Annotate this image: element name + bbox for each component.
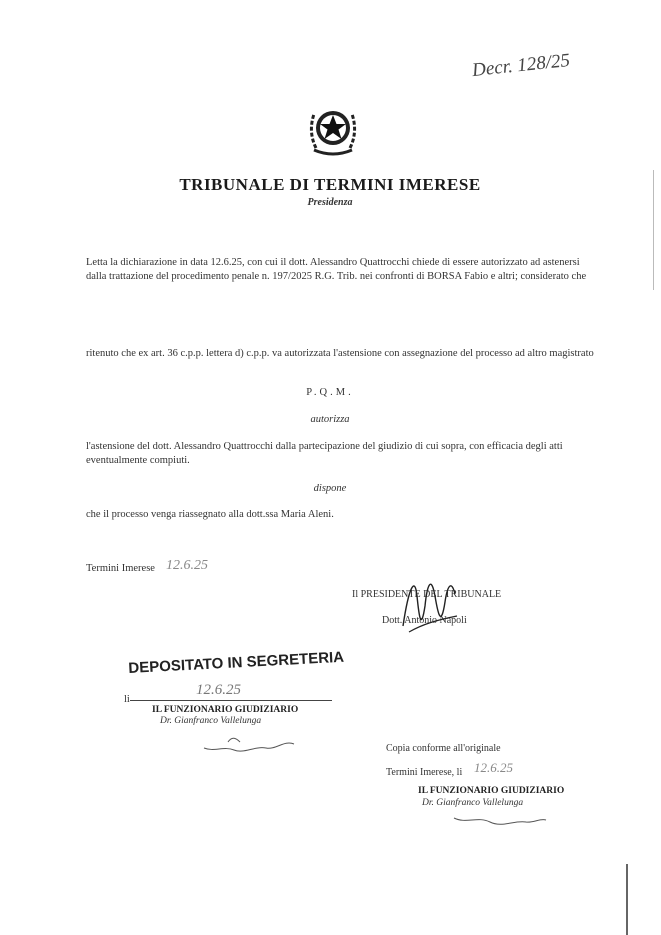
reason-paragraph: ritenuto che ex art. 36 c.p.p. lettera d) c.p.p. va autorizzata l'astensione con assegnazione del processo ad altro magistrato: [86, 348, 594, 359]
copy-place-label: Termini Imerese, li: [386, 767, 463, 778]
intro-paragraph: Letta la dichiarazione in data 12.6.25, con cui il dott. Alessandro Quattrocchi chiede di essere autorizzato ad astenersi dalla trattazione del procedimento penale n. 197/2025 R.G. Trib. nei confronti di BORSA Fabio e altri; considerato che: [86, 257, 587, 282]
scan-edge-line: [626, 864, 628, 935]
handwritten-date: 12.6.25: [166, 558, 208, 573]
copy-official-title: IL FUNZIONARIO GIUDIZIARIO: [418, 786, 565, 796]
deposit-stamp-title: DEPOSITATO IN SEGRETERIA: [128, 648, 345, 677]
copy-date: 12.6.25: [474, 760, 513, 775]
deposit-official-title: IL FUNZIONARIO GIUDIZIARIO: [152, 705, 299, 715]
authorizes-label: autorizza: [310, 414, 350, 425]
disposition-paragraph: che il processo venga riassegnato alla dott.ssa Maria Aleni.: [86, 509, 334, 520]
deposit-official-name: Dr. Gianfranco Vallelunga: [160, 716, 262, 726]
authorization-paragraph: l'astensione del dott. Alessandro Quattrocchi dalla partecipazione del giudizio di cui sopra, con efficacia degli atti eventualmente compiuti.: [86, 441, 563, 466]
disposes-label: dispone: [313, 483, 347, 494]
handwritten-reference: Decr. 128/25: [471, 49, 571, 82]
president-name: Dott. Antonio Napoli: [382, 615, 467, 626]
president-title: Il PRESIDENTE DEL TRIBUNALE: [352, 589, 502, 600]
copy-conformity-text: Copia conforme all'originale: [386, 743, 501, 754]
court-subtitle: Presidenza: [307, 197, 353, 208]
place-label: Termini Imerese: [86, 563, 155, 574]
copy-official-name: Dr. Gianfranco Vallelunga: [422, 798, 524, 808]
deposit-date-prefix: li: [124, 694, 130, 705]
deposit-date: 12.6.25: [196, 682, 241, 698]
president-signature: [395, 566, 465, 638]
deposit-date-line: [130, 700, 332, 701]
copy-signature: [450, 806, 550, 834]
court-name: TRIBUNALE DI TERMINI IMERESE: [179, 175, 481, 194]
scan-edge-line-2: [653, 170, 654, 290]
deposit-signature: [200, 730, 300, 760]
pqm-heading: P.Q.M.: [306, 387, 354, 398]
republic-emblem-icon: [306, 98, 360, 160]
